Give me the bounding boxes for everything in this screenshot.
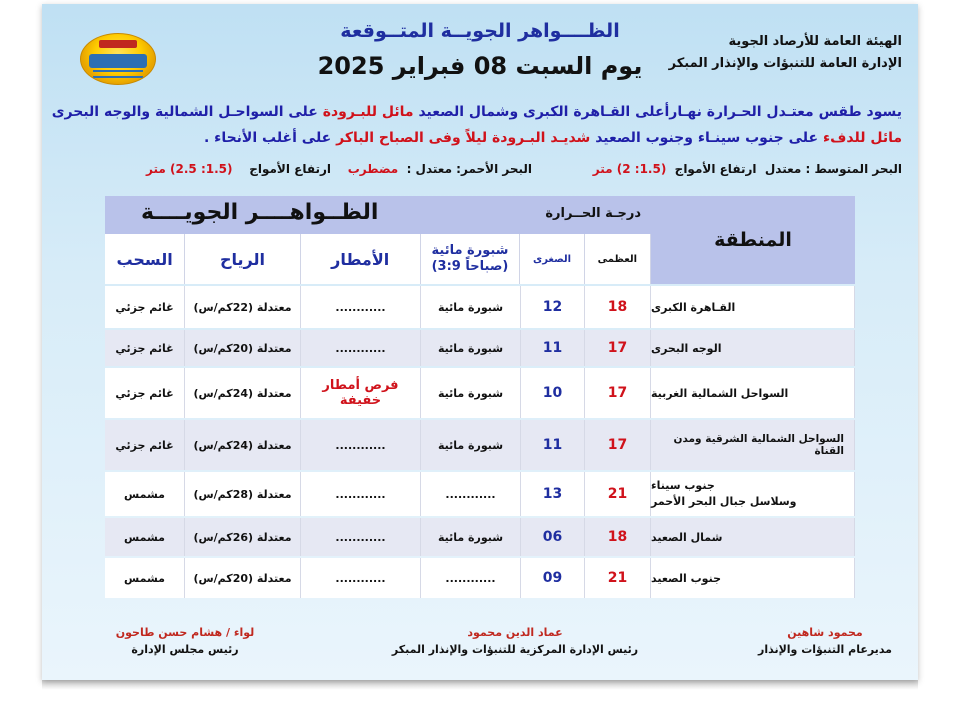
cell-wind: معتدلة (24كم/س) bbox=[185, 368, 301, 418]
signature-title: رئيس مجلس الإدارة bbox=[131, 643, 239, 656]
col-max: العظمى bbox=[585, 234, 651, 284]
cell-region: شمال الصعيد bbox=[651, 518, 855, 556]
cell-wind: معتدلة (20كم/س) bbox=[185, 330, 301, 366]
page-title: الظــــواهر الجويــة المتــوقعة bbox=[340, 20, 620, 42]
summary-line-1 bbox=[52, 104, 902, 120]
cell-max-temp: 21 bbox=[585, 472, 651, 516]
cell-rain: ............ bbox=[301, 558, 421, 598]
cell-clouds: مشمس bbox=[105, 558, 185, 598]
col-fog-line2: (3:9 صباحاً) bbox=[431, 259, 509, 274]
signature-central-director bbox=[370, 626, 660, 656]
cell-fog: شبورة مائية bbox=[421, 420, 521, 470]
cell-max-temp: 17 bbox=[585, 420, 651, 470]
signature-name: محمود شاهين bbox=[787, 626, 863, 639]
summary-text: على جنوب سينـاء وجنوب الصعيد bbox=[595, 130, 819, 146]
summary-text: يسود طقس معتـدل الحـرارة نهـارأعلى القـاهرة الكبرى وشمال الصعيد bbox=[418, 104, 902, 120]
summary-text: على السواحـل الشمالية والوجه البحرى bbox=[51, 104, 318, 120]
cell-rain: فرص أمطار خفيفة bbox=[301, 368, 421, 418]
cell-rain: ............ bbox=[301, 330, 421, 366]
signature-name: لواء / هشام حسن طاحون bbox=[115, 626, 255, 639]
col-winds: الرياح bbox=[185, 234, 301, 284]
cell-clouds: مشمس bbox=[105, 518, 185, 556]
cell-rain: ............ bbox=[301, 420, 421, 470]
phenomena-header: الظــواهــــر الجويــــة bbox=[141, 200, 379, 225]
summary-text: على أغلب الأنحاء . bbox=[203, 130, 332, 146]
cell-max-temp: 18 bbox=[585, 286, 651, 328]
table-row bbox=[105, 420, 855, 470]
cell-region: السواحل الشمالية الغربية bbox=[651, 368, 855, 418]
cell-region: الوجه البحرى bbox=[651, 330, 855, 366]
sea-med-range: (1.5: 2) متر bbox=[592, 162, 667, 176]
cell-min-temp: 12 bbox=[521, 286, 585, 328]
sea-red-range: (1.5: 2.5) متر bbox=[146, 162, 233, 176]
column-headers bbox=[105, 234, 651, 284]
summary-highlight: مائل للبـرودة bbox=[322, 104, 414, 120]
authority-department: الإدارة العامة للتنبؤات والإنذار المبكر bbox=[668, 56, 902, 71]
sea-red bbox=[146, 162, 532, 176]
table-row bbox=[105, 558, 855, 598]
cell-wind: معتدلة (24كم/س) bbox=[185, 420, 301, 470]
cell-min-temp: 06 bbox=[521, 518, 585, 556]
table-row bbox=[105, 330, 855, 366]
col-fog bbox=[421, 234, 521, 284]
cell-wind: معتدلة (22كم/س) bbox=[185, 286, 301, 328]
cell-rain: ............ bbox=[301, 518, 421, 556]
sea-red-waves: ارتفاع الأمواج bbox=[249, 162, 332, 176]
cell-min-temp: 10 bbox=[521, 368, 585, 418]
col-rain: الأمطار bbox=[301, 234, 421, 284]
cell-clouds: غائم جزئي bbox=[105, 368, 185, 418]
cell-min-temp: 11 bbox=[521, 330, 585, 366]
signature-general-manager bbox=[740, 626, 910, 656]
sea-med-waves: ارتفاع الأمواج bbox=[674, 162, 757, 176]
summary-highlight: مائل للدفء bbox=[822, 130, 902, 146]
col-min: الصغرى bbox=[520, 234, 584, 284]
table-row bbox=[105, 368, 855, 418]
cell-clouds: غائم جزئي bbox=[105, 330, 185, 366]
authority-name: الهيئة العامة للأرصاد الجوية bbox=[728, 34, 902, 49]
cell-min-temp: 11 bbox=[521, 420, 585, 470]
sea-mediterranean bbox=[593, 162, 902, 176]
table-top-header bbox=[105, 196, 651, 234]
region-header: المنطقة bbox=[651, 196, 855, 284]
sea-med-label: البحر المتوسط : معتدل bbox=[764, 162, 902, 176]
cell-fog: شبورة مائية bbox=[421, 518, 521, 556]
sea-red-label: البحر الأحمر: معتدل : bbox=[406, 162, 532, 176]
col-fog-line1: شبورة مائية bbox=[431, 243, 509, 258]
table-row bbox=[105, 472, 855, 516]
signature-chairman bbox=[100, 626, 270, 656]
cell-rain: ............ bbox=[301, 472, 421, 516]
sheet-shadow bbox=[42, 680, 918, 690]
cell-max-temp: 17 bbox=[585, 330, 651, 366]
cell-min-temp: 09 bbox=[521, 558, 585, 598]
cell-clouds: غائم جزئي bbox=[105, 286, 185, 328]
cell-region: السواحل الشمالية الشرقية ومدن القناة bbox=[651, 420, 855, 470]
cell-fog: شبورة مائية bbox=[421, 286, 521, 328]
table-row bbox=[105, 518, 855, 556]
signature-title: مديرعام التنبؤات والإنذار bbox=[758, 643, 892, 656]
cell-region-line1: جنوب سيناء bbox=[651, 479, 715, 492]
temperature-group-header: درجـة الحــرارة bbox=[545, 206, 641, 221]
cell-region-line2: وسلاسل جبال البحر الأحمر bbox=[651, 495, 797, 508]
cell-clouds: غائم جزئي bbox=[105, 420, 185, 470]
cell-rain: ............ bbox=[301, 286, 421, 328]
cell-fog: ............ bbox=[421, 558, 521, 598]
table-row bbox=[105, 286, 855, 328]
forecast-date: يوم السبت 08 فبراير 2025 bbox=[317, 52, 643, 80]
cell-wind: معتدلة (26كم/س) bbox=[185, 518, 301, 556]
summary-line-2 bbox=[204, 130, 902, 146]
cell-wind: معتدلة (20كم/س) bbox=[185, 558, 301, 598]
cell-region: القـاهرة الكبرى bbox=[651, 286, 855, 328]
signature-title: رئيس الإدارة المركزية للتنبؤات والإنذار المبكر bbox=[391, 643, 639, 656]
cell-region bbox=[651, 472, 855, 516]
cell-max-temp: 18 bbox=[585, 518, 651, 556]
col-clouds: السحب bbox=[105, 234, 185, 284]
sea-red-state: مضطرب bbox=[347, 162, 399, 176]
cell-min-temp: 13 bbox=[521, 472, 585, 516]
cell-wind: معتدلة (28كم/س) bbox=[185, 472, 301, 516]
cell-fog: شبورة مائية bbox=[421, 368, 521, 418]
cell-max-temp: 21 bbox=[585, 558, 651, 598]
summary-highlight: شديـد البـرودة ليلاً وفى الصباح الباكر bbox=[336, 130, 591, 146]
cell-max-temp: 17 bbox=[585, 368, 651, 418]
cell-clouds: مشمس bbox=[105, 472, 185, 516]
cell-fog: ............ bbox=[421, 472, 521, 516]
cell-region: جنوب الصعيد bbox=[651, 558, 855, 598]
cell-fog: شبورة مائية bbox=[421, 330, 521, 366]
signature-name: عماد الدين محمود bbox=[467, 626, 563, 639]
